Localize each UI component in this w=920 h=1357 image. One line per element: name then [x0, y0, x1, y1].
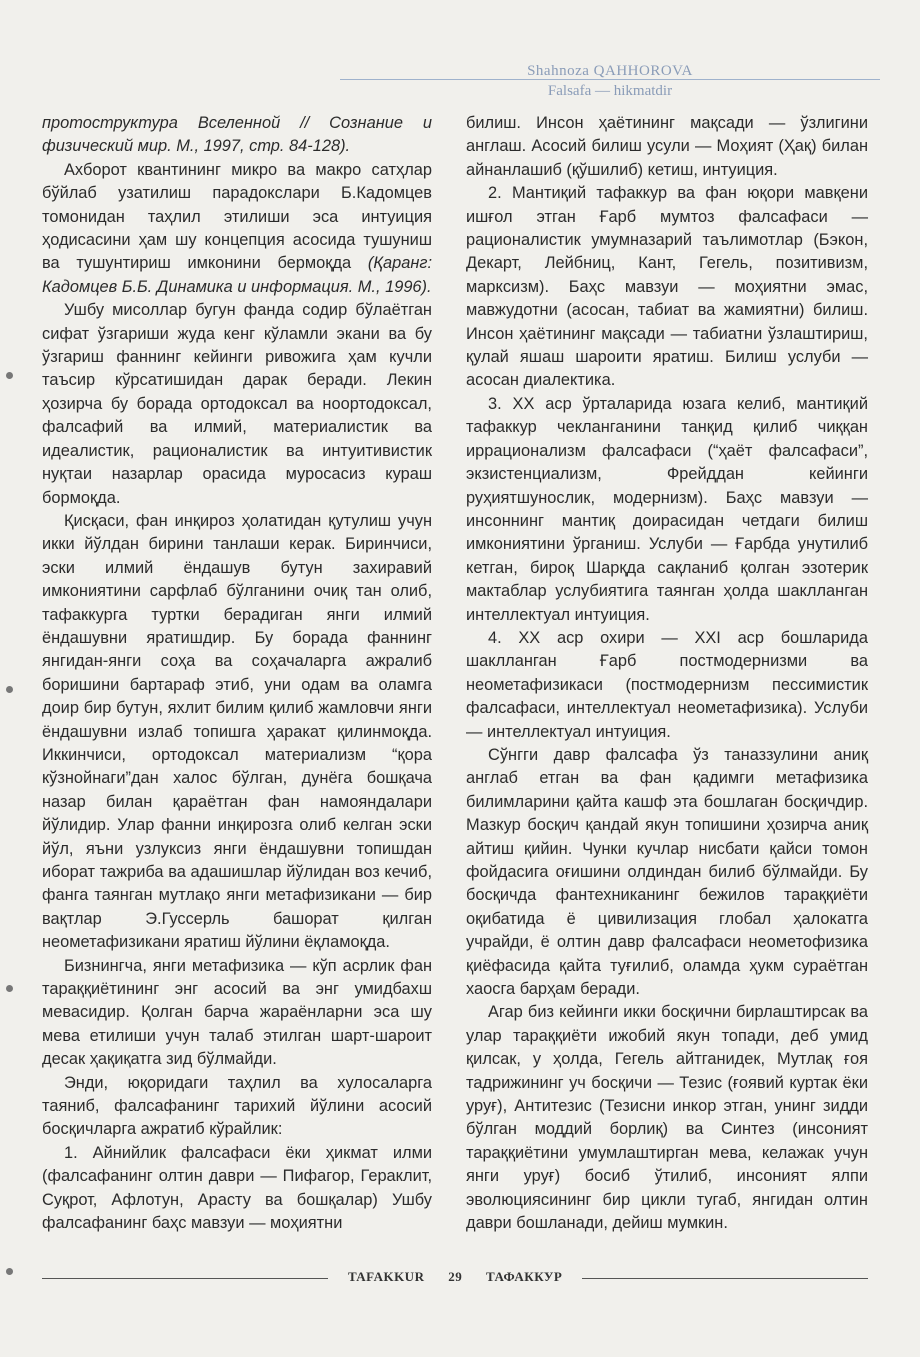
paragraph — [42, 299, 432, 510]
page-number: 29 — [448, 1269, 463, 1284]
paragraph — [42, 955, 432, 1072]
paragraph-text: билиш. Инсон ҳаётининг мақсади — ўзлигини англаш. Асосий билиш усули — Моҳият (Ҳақ) билан айнанлашиб (қўшилиб) кетиш, интуиция. — [466, 114, 868, 179]
citation-text: (Қаранг: Кадомцев Б.Б. Динамика и информация. М., 1996). — [42, 254, 432, 296]
right-column — [466, 112, 868, 1236]
citation-text: протоструктура Вселенной // Сознание и физический мир. М., 1997, стр. 84-128). — [42, 114, 432, 156]
header-author: Shahnoza QAHHOROVA — [527, 63, 693, 79]
paragraph — [466, 1001, 868, 1235]
paragraph — [466, 393, 868, 627]
paragraph — [42, 510, 432, 955]
paragraph — [466, 744, 868, 1001]
paragraph-text: Бизнингча, янги метафизика — кўп асрлик фан тараққиётининг энг асосий ва энг умидбахш мевасидир. Қолган барча жараёнларни эса шу мева етилиши учун талаб этилган шарт-шароит десак ҳақиқатга зид бўлмайди. — [42, 956, 432, 1069]
paragraph-text: Ахборот квантининг микро ва макро сатҳлар бўйлаб узатилиш парадокслари Б.Кадомцев томонидан таҳлил этилиши эса интуиция ҳодисасини ҳам шу концепция асосида тушуниш ва тушунтириш имконини бермоқда — [42, 160, 432, 273]
paragraph-text: 2. Мантиқий тафаккур ва фан юқори мавқени ишғол этган Ғарб мумтоз фалсафаси — рационалистик умумназарий таълимотлар (Бэкон, Декарт, Лейбниц, Кант, Гегель, позитивизм, марксизм). Баҳс мавзуи — моҳиятни эмас, мавжудотни (асосан, табиат ва жамиятни) билиш. Инсон ҳаётининг мақсади — табиатни ўзлаштириш, қулай яшаш шароити яратиш. Билиш услуби — асосан диалектика. — [466, 184, 868, 390]
paragraph — [42, 159, 432, 299]
footer-center — [338, 1269, 572, 1285]
binding-hole — [6, 1268, 13, 1275]
running-header — [340, 62, 880, 100]
footer-rule-right — [582, 1278, 868, 1279]
binding-hole — [6, 686, 13, 693]
footer-rule-left — [42, 1278, 328, 1279]
binding-hole — [6, 372, 13, 379]
header-rule — [340, 79, 880, 80]
paragraph-text: 1. Айнийлик фалсафаси ёки ҳикмат илми (фалсафанинг олтин даври — Пифагор, Гераклит, Суқрот, Афлотун, Арасту ва бошқалар) Ушбу фалсафанинг баҳс мавзуи — моҳиятни — [42, 1143, 432, 1233]
paragraph-text: 4. XX аср охири — XXI аср бошларида шаклланган Ғарб постмодернизми ва неометафизикаси (постмодернизм пессимистик фалсафаси, интеллектуал неометафизика). Услуби — интеллектуал интуиция. — [466, 628, 868, 741]
paragraph-text: Қисқаси, фан инқироз ҳолатидан қутулиш учун икки йўлдан бирини танлаши керак. Биринчиси, эски илмий ёндашув бутун захиравий имкониятини сарфлаб бўлганини очиқ тан олиб, тафаккурга туртки берадиган янги илмий ёндашувни яратишдир. Бу борада фаннинг янгидан-янги соҳа ва соҳачаларга ажралиб боришини бартараф этиб, уни одам ва оламга доир бир бутун, яхлит билим қилиб жамловчи янги ёндашувни излаб топишга ҳаракат қилинмоқда. Иккинчиси, ортодоксал материализм “қора кўзнойнаги”дан халос бўлган, дунёга бошқача назар билан қараётган фан намояндалари йўлидир. Улар фанни инқирозга олиб келган эски йўл, яъни узлуксиз янги ёндашувни топишдан иборат тажриба ва адашишлар йўлидан воз кечиб, фанга таянган мутлақо янги метафизикани — бир вақтлар Э.Гуссерль башорат қилган неометафизикани яратиш йўлини ёқламоқда. — [42, 511, 432, 952]
paragraph — [42, 1072, 432, 1142]
paragraph — [42, 112, 432, 159]
binding-hole — [6, 985, 13, 992]
footer-journal-latin: TAFAKKUR — [348, 1269, 425, 1284]
header-subtitle: Falsafa — hikmatdir — [547, 83, 673, 99]
paragraph-text: Энди, юқоридаги таҳлил ва хулосаларга таяниб, фалсафанинг тарихий йўлини асосий босқичларга ажратиб кўрайлик: — [42, 1073, 432, 1139]
paragraph-text: Сўнгги давр фалсафа ўз таназзулини аниқ англаб етган ва фан қадимги метафизика билимларини қайта кашф эта бошлаган босқичдир. Мазкур босқич қандай якун топишини ҳозирча аниқ айтиш қийин. Чунки кучлар нисбати қайси томон фойдасига оғишини олдиндан билиб бўлмайди. Бу босқичда фантехниканинг бежилов тараққиёти оқибатида ё цивилизация глобал ҳалокатга учрайди, ё олтин давр фалсафаси неометофизика қиёфасида қайта туғилиб, оламда ҳукм сураётган хаосга барҳам беради. — [466, 745, 868, 999]
left-column — [42, 112, 432, 1236]
paragraph — [466, 112, 868, 182]
page-footer — [42, 1266, 868, 1290]
paragraph — [466, 627, 868, 744]
footer-journal-cyrillic: ТАФАККУР — [485, 1269, 563, 1284]
paragraph-text: Агар биз кейинги икки босқични бирлаштирсак ва улар тараққиёти ижобий якун топади, деб умид қилсак, у ҳолда, Гегель айтганидек, Мутлақ ғоя тадрижининг уч босқичи — Тезис (ғоявий куртак ёки уруғ), Антитезис (Тезисни инкор этган, унинг зидди бўлган моддий борлиқ) ва Синтез (инсоният тараққиётини умумлаштирган мева, келажак учун янги уруғ) босиб ўтилиб, инсоният ялпи эволюциясининг бир цикли тугаб, янгидан олтин даври бошланади, дейиш мумкин. — [466, 1003, 868, 1233]
paragraph-text: 3. XX аср ўрталарида юзага келиб, мантиқий тафаккур чекланганини танқид қилиб чиққан иррационализм фалсафаси (“ҳаёт фалсафаси”, экзистенциализм, Фрейддан кейинги руҳиятшунослик, модернизм). Баҳс мавзуи — инсоннинг мантиқ доирасидан четдаги билиш имкониятини ўрганиш. Услуби — Ғарбда унутилиб кетган, бироқ Шарқда сақланиб қолган эзотерик мактаблар услубиятига таянган ҳолда шаклланган интеллектуал интуиция. — [466, 394, 868, 624]
paragraph-text: Ушбу мисоллар бугун фанда содир бўлаётган сифат ўзгариши жуда кенг кўламли экани ва бу ўзгариш фаннинг кейинги ривожига ҳам кучли таъсир кўрсатишидан дарак беради. Лекин ҳозирча бу борада ортодоксал ва ноортодоксал, фалсафий ва илмий, материалистик ва идеалистик, рационалистик ва интуитивистик нуқтаи назарлар орасида муросасиз кураш бормоқда. — [42, 301, 432, 507]
paragraph — [42, 1142, 432, 1236]
paragraph — [466, 182, 868, 393]
